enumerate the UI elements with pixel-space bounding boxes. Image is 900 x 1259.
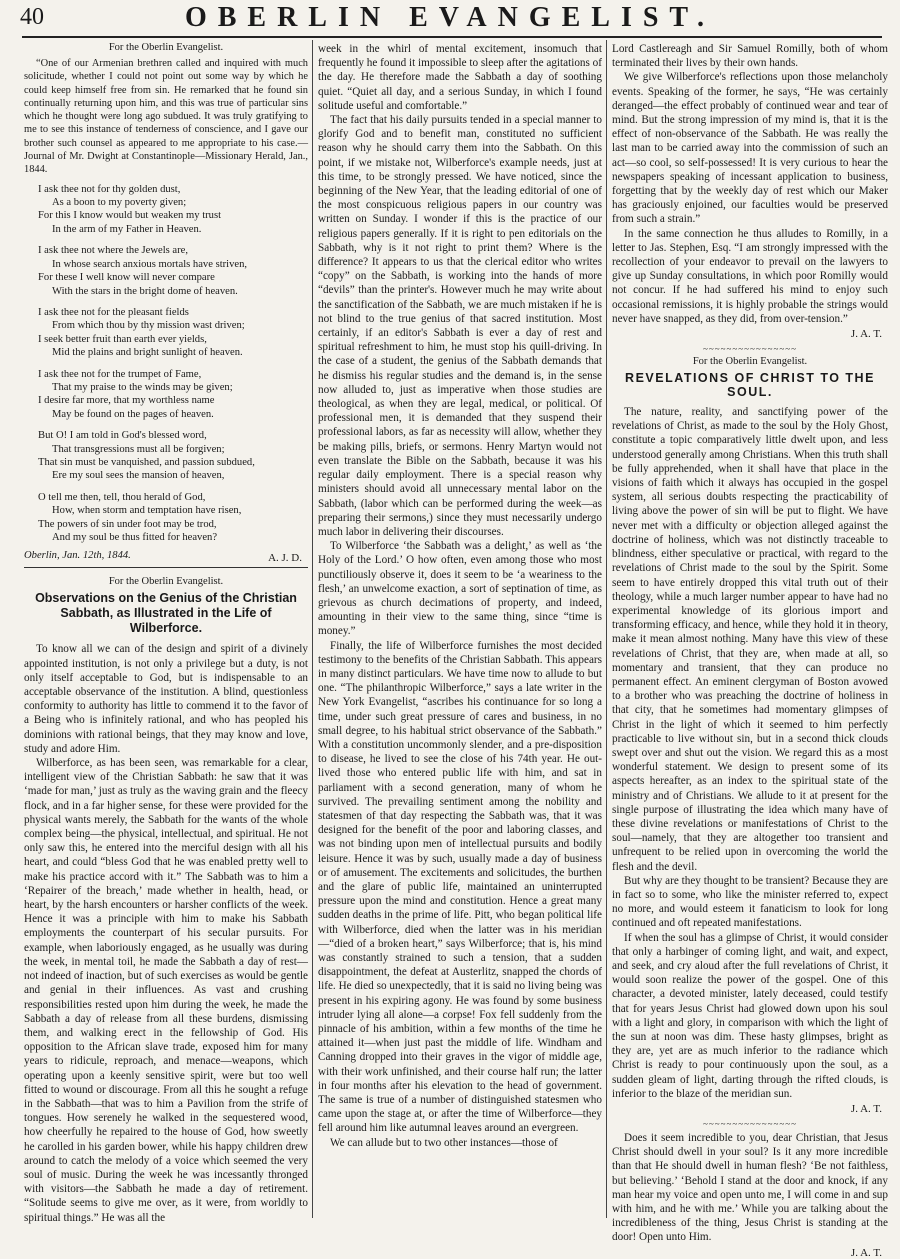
article-paragraph: To know all we can of the design and spirit of a divinely appointed institution, is not only a privilege but a duty, is not only itself acceptable to God, but is indispensable to an acceptable observance of the institution. A blind, questionless conformity to authority has little to commend it to the favor of a Being who is infinitely rational, and who has peopled his dominions with rational beings, that they may know and love, study and adore Him. (24, 643, 308, 755)
column-1 (24, 42, 308, 1224)
section-divider (24, 567, 308, 568)
poem-line: In whose search anxious mortals have striven, (52, 258, 248, 270)
poem-line: I ask thee not for the trumpet of Fame, (38, 368, 202, 380)
poem-line: I desire far more, that my worthless name (38, 395, 215, 407)
article-title: Observations on the Genius of the Christian Sabbath, as Illustrated in the Life of Wilberforce. (35, 591, 297, 636)
poem-line: May be found on the pages of heaven. (52, 408, 214, 420)
top-rule (22, 36, 882, 38)
poem (24, 183, 308, 545)
article-paragraph: Finally, the life of Wilberforce furnishes the most decided testimony to the benefits of the Christian Sabbath. This appears in many distinct particulars. We have time now to allude to but one. “The philanthropic Wilberforce,” says a late writer in the New York Evangelist, “ascribes his continuance for so long a time, under such great pressure of cares and business, in no small degree, to his habitual strict observance of the Sabbath.” With a constitution uncommonly slender, and a pre-disposition to disease, he lived to see the close of his 74th year. He out-lived those who entered public life with him, and sat in parliament with a second generation, many of whom he survived. The prevailing sentiment among the nobility and statesmen of that day respecting the Sabbath was, that it was designed for the benefit of the poor and laboring classes, and was not binding upon men of intellectual pursuits and bodily leisure. Hence it was by such, usually made a day of business or of amusement. The excitements and solicitudes, the burthen and the glare of public life, maintained an uninterrupted pressure upon the mind and constitution. Hence a great many sudden deaths in the prime of life. Pitt, who began political life with Wilberforce, died when the latter was in his meridian—“died of a broken heart,” says Wilberforce; that is, his mind was constantly strained to such a tension, that a sudden disappointment, the defeat at Austerlitz, snapped the chords of life. He died so unexpectedly, that it is said no living being was present in his expiring agony. He was found by some business intruder lying all alone—a corpse! Fox fell suddenly from the pinnacle of his ambition, within a few months of the time he attained it—when just past the middle of life. Windham and Canning dropped into their graves in the vigor of middle age, with their work unfinished, and their course half run; the latter in four months after his elevation to the head of government. The same is true of a number of distinguished statesmen who came upon the stage at, or after the time of Wilberforce—they fell around him like autumnal leaves around an evergreen. (318, 639, 602, 1135)
article-paragraph: The nature, reality, and sanctifying power of the revelations of Christ, as made to the soul by the Holy Ghost, constitute a topic comparatively little dwelt upon, and less understood generally among Christians. When this truth shall be fully apprehended, when it shall have that place in the visions of faith which it always has occupied in the gospel system, all serious doubts respecting the practicability of living above the power of sin will be put to flight. We have never met with a difficulty or objection alleged against the doctrine of holiness, which was not distinctly traceable to blindness, either speculative or practical, with regard to the revelations of Christ made to the soul by the Spirit. Some seem to have entirely dropped this vital truth out of their theology, while a much larger number appear to have had no experimental knowledge of its glorious import and transforming efficacy, and hence, while they hold it in theory, make it mean almost nothing. Many have this view of these revelations of Christ, that they are, when made at all, so momentary and transient, that they can produce no permanent effect. An eminent clergyman of Boston avowed to a brother who was preaching the doctrine of holiness in that city, that he sometimes had momentary glimpses of Christ in the light of which it seemed to him perfectly practicable to live without sin, but in a second thick clouds swept over and shut out the vision. We regard this as a most wonderful statement. We design to present some of its aspects hereafter, as an index to the spiritual state of the ministry and of Christians. We allude to it at present for the single purpose of illustrating the idea which many have of these divine revelations or manifestations of Christ to the soul—namely, that they are altogether too transient and unfrequent to be relied upon in overcoming the world the flesh and the devil. (612, 406, 888, 873)
poem-signature: A. J. D. (268, 552, 302, 565)
ornamental-rule: ~~~~~~~~~~~~~~~~ (703, 344, 797, 355)
poem-stanza (24, 244, 308, 298)
article-paragraph: We give Wilberforce's reflections upon those melancholy events. Speaking of the former, he says, “He was certainly deranged—the effect probably of continued wear and tear of mind. But the strong impression of my mind is, that it is the effect of non-observance of the Sabbath. He was really the last man to be carried away into the commission of such an act—so cool, so self-possessed! It is very curious to hear the newspapers speaking of incessant application to business, forgetting that by the weekly day of rest which our Maker has graciously enjoined, our faculties would be preserved from such a strain.” (612, 71, 888, 226)
column-divider (312, 40, 313, 1218)
poem-line: For these I well know will never compare (38, 272, 215, 284)
column-3 (612, 42, 888, 1259)
poem-line: With the stars in the bright dome of heaven. (52, 285, 238, 297)
poem-stanza (24, 306, 308, 360)
section-credit: For the Oberlin Evangelist. (692, 356, 808, 368)
poem-line: For this I know would but weaken my trust (38, 210, 222, 222)
poem-line: I ask thee not for the pleasant fields (38, 306, 189, 318)
poem-line: O tell me then, tell, thou herald of God, (38, 491, 206, 503)
section-credit: For the Oberlin Evangelist. (108, 576, 224, 588)
article-paragraph: Does it seem incredible to you, dear Christian, that Jesus Christ should dwell in your soul? Is it any more incredible than that He should dwell in human flesh? ‘Be not faithless, but believing.’ ‘Behold I stand at the door and knock, if any man hear my voice and open unto me, I will come in and sup with him, and he with me.’ While you are talking about the incredibleness of the thing, Jesus Christ is standing at the door! Open unto Him. (612, 1132, 888, 1244)
poem-line: That sin must be vanquished, and passion subdued, (38, 456, 255, 468)
poem-line: Mid the plains and bright sunlight of heaven. (52, 347, 243, 359)
masthead (0, 0, 900, 34)
article-title: REVELATIONS OF CHRIST TO THE SOUL. (625, 371, 875, 400)
poem-dateline (24, 550, 308, 561)
poem-line: But O! I am told in God's blessed word, (38, 430, 207, 442)
poem-line: I ask thee not where the Jewels are, (38, 245, 189, 257)
poem-line: From which thou by thy mission wast driven; (52, 320, 245, 332)
poem-line: Ere my soul sees the mansion of heaven, (52, 470, 225, 482)
column-divider (606, 40, 607, 1218)
poem-line: I seek better fruit than earth ever yields, (38, 333, 207, 345)
poem-stanza (24, 183, 308, 237)
poem-line: That transgressions must all be forgiven; (52, 443, 225, 455)
article-paragraph: In the same connection he thus alludes to Romilly, in a letter to Jas. Stephen, Esq. “I am strongly impressed with the recollection of your endeavor to prevail on the lawyers to give up Sunday consultations, in which poor Romilly would not concur. If he had suffered his mind to enjoy such occasional remissions, it is highly probable the strings would never have snapped, as they did, from over-tension.” (612, 227, 888, 325)
article-paragraph: Wilberforce, as has been seen, was remarkable for a clear, intelligent view of the Christian Sabbath: he saw that it was ‘made for man,’ just as truly as the waving grain and the fleecy flock, and in a far higher sense, for these were provided for the physical wants merely, the Sabbath for the wants of the whole complex being—the physical, intellectual, and spiritual. He not only saw this, he entered into the merciful design with all his heart, and could “bless God that he was enabled pretty well to make his practice accord with it.” The Sabbath was to him a ‘Repairer of the breach,’ made whether in health, head, or heart, by the harsh encounters or harsher conflicts of the week. Hence it was a principle with him to make his Sabbath employments the counterpart of his secular pursuits. For example, when laboriously engaged, as he usually was during the week, in mental toil, he made the Sabbath a day of rest—not indeed of inaction, but of such exercises as would be gentle and genial in their influences. As vast and crushing responsibilities rested upon him during the week, he made the Sabbath a day of release from all these burdens, dismissing them, and walking erect in the fellowship of God. His opposition to the African slave trade, exposed him for many years to ridicule, reproach, and menace—weapons, which operating upon a keenly sensitive spirit, were but too well fitted to wound or discourage. From all this he sought a refuge in the Sabbath—that was to him a Pavilion from the strife of tongues. How serenely he walked in the sequestered wood, how cheerfully he repaired to the house of God, how sweetly he carolled in his garden bower, while his happy children drew around to catch the melody of a voice which seemed the very soul of music. During the week he was incessantly thronged with visitors—the Sabbath he made a day of retirement. “Solitude seems to give me over, as it were, from worldly to spiritual things.” He was all the (24, 757, 308, 1224)
newspaper-title: OBERLIN EVANGELIST. (184, 2, 716, 33)
article-signature: J. A. T. (850, 328, 882, 341)
ornamental-rule: ~~~~~~~~~~~~~~~~ (703, 1119, 797, 1130)
article-paragraph: week in the whirl of mental excitement, insomuch that frequently he found it impossible to sleep after the agitations of the day. He therefore made the Sabbath a day of soothing quiet. “Quiet all day, and a serious Sunday, in which I found solitude useful and comfortable.” (318, 43, 602, 112)
poem-line: And my soul be thus fitted for heaven? (52, 532, 218, 544)
poem-line: As a boon to my poverty given; (52, 197, 187, 209)
article-paragraph: Lord Castlereagh and Sir Samuel Romilly, both of whom terminated their lives by their own hands. (612, 43, 888, 70)
poem-line: The powers of sin under foot may be trod, (38, 518, 217, 530)
article-signature: J. A. T. (850, 1246, 882, 1259)
page-number: 40 (20, 4, 44, 30)
article-paragraph: We can allude but to two other instances—those of (330, 1136, 558, 1149)
poem-place-date: Oberlin, Jan. 12th, 1844. (24, 550, 131, 562)
column-2 (318, 42, 602, 1218)
poem-line: I ask thee not for thy golden dust, (38, 183, 181, 195)
poem-stanza (24, 368, 308, 422)
section-credit: For the Oberlin Evangelist. (108, 42, 224, 53)
article-paragraph: The fact that his daily pursuits tended in a special manner to glorify God and to benefit man, constituted no sufficient reason why he should carry them into the Sabbath. On this point, if we mistake not, Wilberforce's example needs, just at this time, to be strongly pressed. We have noticed, since the beginning of the New Year, that the leading editorial of one of the most conspicuous religious papers in our country was written on Sunday. I wonder if this is the practice of our religious papers generally. If it is right to pen editorials on the Sabbath, why is it not right to print them? Where is the difference? It appears to us that the clerical editor who writes “copy” on the Sabbath, is working into the hands of more “devils” than the printer's. However much he may write about the sanctification of the Sabbath, we are much mistaken if he is not blind to the true genius of that sacred institution. Most certainly, if an editor's Sabbath is ever a day of rest and spiritual refreshment to him, he must stop his quill-driving. In the case of a student, the genius of the Sabbath demands that he dismiss his regular studies and the demand is, in the sense now alluded to, just as imperative when those studies are theological, as when they are legal, medical, or political. Of professional men, it is demanded that they suspend their professional labors, as far as necessity will allow, whether they be making pills, briefs, or sermons. Henry Martyn would not even translate the Bible on the Sabbath, because it was his regular daily employment. There is a special reason why ministers should avoid all unnecessary mental labor on the Sabbath, (labor which can be performed during the week—as preparing their sermons,) since they must necessarily undergo much labor in delivering their discourses. (318, 114, 602, 538)
poem-introduction: “One of our Armenian brethren called and inquired with much solicitude, whether I could not point out some way by which he could keep himself free from sin. He remarked that he found sin continually returning upon him, and this was true of particular sins which he thought were long ago subdued. It was truly gratifying to me to see this instance of tenderness of conscience, and I gave our brother such counsel as appeared to me appropriate to his case.—Journal of Mr. Dwight at Constantinople—Missionary Herald, Jan., 1844. (24, 58, 308, 176)
poem-line: That my praise to the winds may be given; (52, 381, 233, 393)
article-signature: J. A. T. (850, 1103, 882, 1116)
article-paragraph: To Wilberforce ‘the Sabbath was a delight,’ as well as ‘the Holy of the Lord.’ O how often, even among those who most punctiliously observe it, does it seem to be ‘a weariness to the flesh,’ an unwelcome exaction, a sort of septination of time, as grievous as church decimations of property, and indeed, amounting in their view to the same thing, since “time is money.” (318, 540, 602, 638)
poem-stanza (24, 491, 308, 545)
article-paragraph: But why are they thought to be transient? Because they are in fact so to some, who like the minister referred to, expect no more, and would esteem it fanaticism to look for long continued and oft repeated manifestations. (612, 874, 888, 930)
poem-line: How, when storm and temptation have risen, (52, 505, 242, 517)
poem-line: In the arm of my Father in Heaven. (52, 223, 202, 235)
article-paragraph: If when the soul has a glimpse of Christ, it would consider that only a harbinger of coming light, and wait, and expect, and seek, and cry aloud after the full revelations of Christ, it would soon realize the power of the gospel. One of this character, a devoted minister, lately deceased, could testify that for years Jesus Christ had glowed down upon his soul with a light and glory, in comparison with which the light of the sun at noon was dim. These hasty glimpses, bright as they are, yet are as much inferior to the radiance which Christ is ready to pour continuously upon the soul, as a sudden gleam of light, darting through the rifted clouds, is inferior to the blaze of the meridian sun. (612, 931, 888, 1100)
poem-stanza (24, 429, 308, 483)
